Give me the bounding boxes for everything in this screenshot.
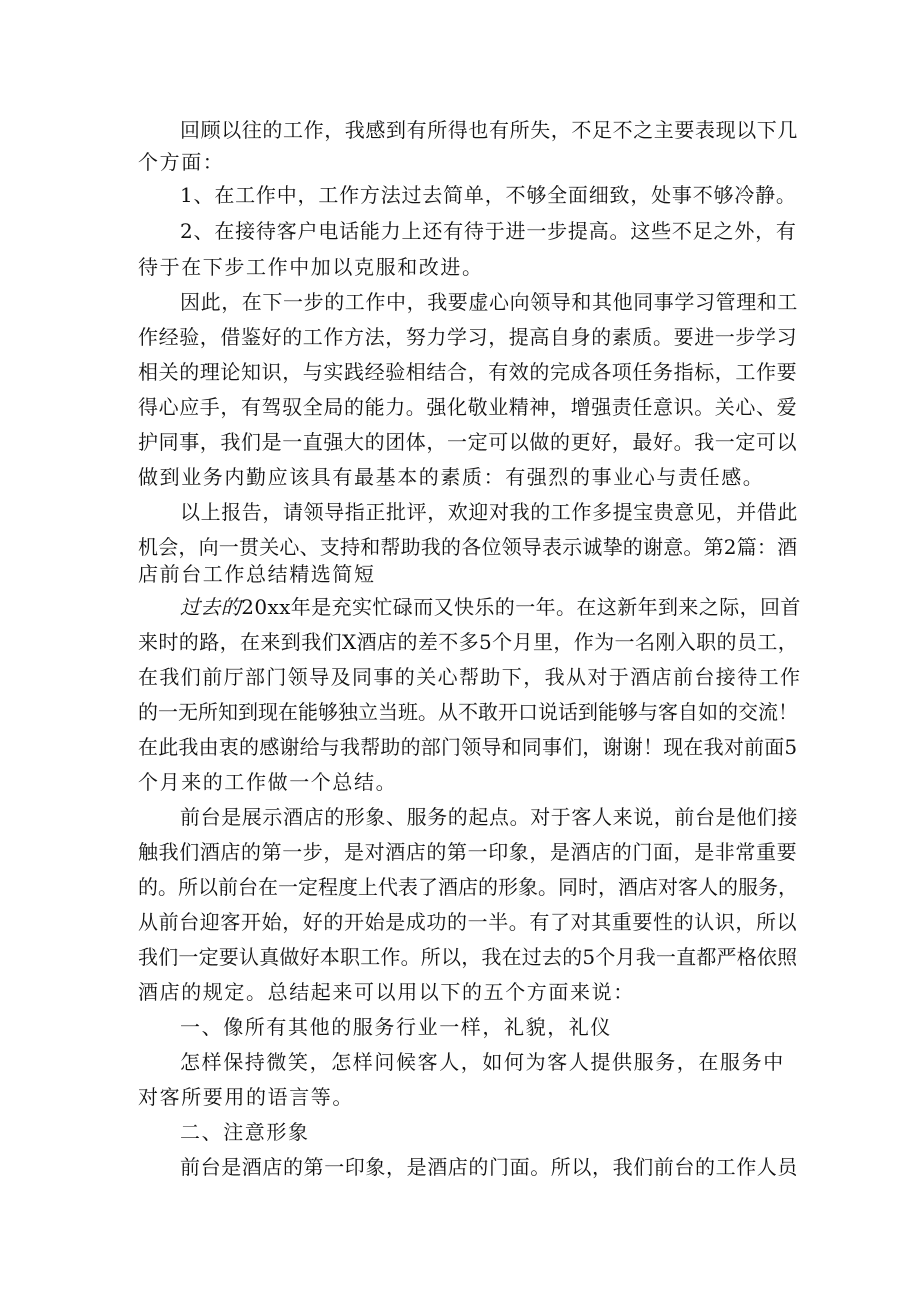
text-line: 触我们酒店的第一步，是对酒店的第一印象，是酒店的门面，是非常重要 (138, 840, 798, 864)
text-line: 酒店的规定。总结起来可以用以下的五个方面来说： (138, 980, 635, 1004)
italic-text: 过去的 (180, 595, 242, 619)
text-line: 的。所以前台在一定程度上代表了酒店的形象。同时，酒店对客人的服务， (138, 875, 798, 899)
text-line: 待于在下步工作中加以克服和改进。 (138, 255, 484, 279)
text-line: 以上报告，请领导指正批评，欢迎对我的工作多提宝贵意见，并借此 (180, 500, 798, 524)
text-line: 对客所要用的语言等。 (138, 1085, 354, 1109)
text-line: 前台是展示酒店的形象、服务的起点。对于客人来说，前台是他们接 (180, 805, 798, 829)
text-line: 的一无所知到现在能够独立当班。从不敢开口说话到能够与客自如的交流！ (138, 700, 798, 724)
text-line: 个方面： (138, 150, 225, 174)
text-line: 个月来的工作做一个总结。 (138, 770, 398, 794)
text-line: 1、在工作中，工作方法过去简单，不够全面细致，处事不够冷静。 (180, 183, 797, 207)
text-line: 一、像所有其他的服务行业一样，礼貌，礼仪 (180, 1015, 612, 1039)
text-line: 作经验，借鉴好的工作方法，努力学习，提高自身的素质。要进一步学习 (138, 325, 798, 349)
text-line: 相关的理论知识，与实践经验相结合，有效的完成各项任务指标，工作要 (138, 360, 798, 384)
text-line: 回顾以往的工作，我感到有所得也有所失，不足不之主要表现以下几 (180, 118, 798, 142)
text-fragment: 20xx年是充实忙碌而又快乐的一年。在这新年到来之际，回首 (241, 595, 801, 619)
text-line: 怎样保持微笑，怎样问候客人，如何为客人提供服务，在服务中 (180, 1050, 785, 1074)
text-line: 护同事，我们是一直强大的团体，一定可以做的更好，最好。我一定可以 (138, 430, 798, 454)
text-line: 在我们前厅部门领导及同事的关心帮助下，我从对于酒店前台接待工作 (138, 665, 802, 689)
text-line: 得心应手，有驾驭全局的能力。强化敬业精神，增强责任意识。关心、爱 (138, 395, 798, 419)
text-line: 在此我由衷的感谢给与我帮助的部门领导和同事们，谢谢！现在我对前面5 (138, 735, 798, 759)
text-line: 2、在接待客户电话能力上还有待于进一步提高。这些不足之外，有 (180, 219, 797, 243)
text-line: 机会，向一贯关心、支持和帮助我的各位领导表示诚挚的谢意。第2篇：酒 (138, 535, 798, 559)
text-line: 二、注意形象 (180, 1120, 310, 1144)
text-line: 我们一定要认真做好本职工作。所以，我在过去的5个月我一直都严格依照 (138, 945, 798, 969)
text-line: 做到业务内勤应该具有最基本的素质：有强烈的事业心与责任感。 (138, 465, 765, 489)
text-line: 从前台迎客开始，好的开始是成功的一半。有了对其重要性的认识，所以 (138, 910, 798, 934)
text-line: 因此，在下一步的工作中，我要虚心向领导和其他同事学习管理和工 (180, 290, 798, 314)
text-line: 来时的路，在来到我们X酒店的差不多5个月里，作为一名刚入职的员工， (138, 630, 799, 654)
text-line: 店前台工作总结精选简短 (138, 562, 376, 586)
text-line (180, 595, 801, 619)
text-line: 前台是酒店的第一印象，是酒店的门面。所以，我们前台的工作人员 (180, 1155, 798, 1179)
